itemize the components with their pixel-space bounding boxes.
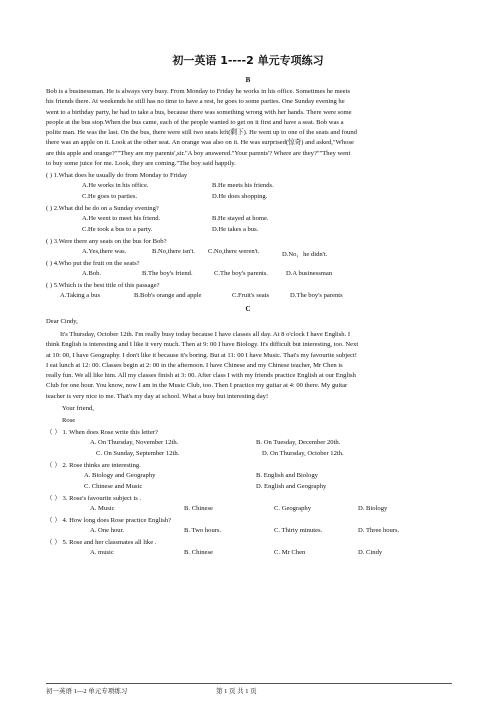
question-stem: 4. How long does Rose practice English? <box>62 517 172 524</box>
option-b[interactable]: B. Two hours. <box>184 527 222 534</box>
option-a[interactable]: A. Biology and Geography <box>84 472 156 479</box>
option-b[interactable]: B. Chinese <box>184 549 213 556</box>
letter-greeting: Dear Cindy, <box>46 318 78 325</box>
section-b-label: B <box>245 76 251 84</box>
letter-signature: Rose <box>62 417 76 424</box>
question-c4 <box>46 516 171 526</box>
passage-line: It's Thursday, October 12th. I'm really busy today because I have classes all day. At 8 o'clock I have English. I <box>60 331 351 338</box>
option-d[interactable]: D.A businessman <box>286 270 333 277</box>
option-b[interactable]: B.He meets his friends. <box>212 182 274 189</box>
option-d[interactable]: D. Biology <box>358 505 388 512</box>
option-c[interactable]: C. On Sunday, September 12th. <box>96 450 180 457</box>
passage-line: teacher is very nice to me. That's my day at school. What a busy but interesting day! <box>46 392 269 400</box>
answer-blank[interactable]: ( ) <box>46 205 53 212</box>
option-a[interactable]: A.He went to meet his friend. <box>82 215 161 222</box>
option-c[interactable]: C.The boy's parents. <box>214 270 268 277</box>
question-stem: 2.What did he do on a Sunday evening? <box>53 205 159 212</box>
passage-line: Club for one hour. You know, now I am in the Music Club, too. Then I practice my guitar at 4: 00 there. My guitar <box>46 382 348 390</box>
letter-closing: Your friend, <box>62 405 94 412</box>
option-b[interactable]: B.The boy's friend. <box>142 270 193 277</box>
option-c[interactable]: C. Mr Chen <box>274 549 306 556</box>
answer-blank[interactable]: （ ） <box>46 495 61 502</box>
question-stem: 1.What does he usually do from Monday to Friday <box>53 172 188 179</box>
answer-blank[interactable]: ( ) <box>46 238 53 245</box>
question-b5 <box>46 281 160 291</box>
option-c[interactable]: C.No,there weren't. <box>208 248 260 255</box>
answer-blank[interactable]: （ ） <box>46 517 61 524</box>
option-b[interactable]: B. Chinese <box>184 505 213 512</box>
passage-line: think English is interesting and I like it very much. Then at 9: 00 I have Biology. It's difficult but interesting, too. Next <box>46 341 359 349</box>
passage-line: there was an apple on it. Look at the other seat. An orange was also on it. He was surprised(惊奇) and asked,"Whose <box>46 139 354 147</box>
question-c2 <box>46 461 141 471</box>
option-d[interactable]: D.He does shopping. <box>212 193 268 200</box>
option-b[interactable]: B. On Tuesday, December 20th. <box>256 439 341 446</box>
option-c[interactable]: C.He goes to parties. <box>82 193 138 200</box>
answer-blank[interactable]: （ ） <box>46 462 61 469</box>
question-stem: 2. Rose thinks are interesting. <box>62 462 141 469</box>
passage-line: Bob is a businessman. He is always very busy. From Monday to Friday he works in his office. Sometimes he meets <box>46 88 351 95</box>
option-a[interactable]: A. On Thursday, November 12th. <box>90 439 179 446</box>
option-b[interactable]: B.No,there isn't. <box>152 248 195 255</box>
footer-title: 初一英语 1---2 单元专项练习 <box>46 688 128 695</box>
question-stem: 5. Rose and her classmates all like . <box>62 539 157 546</box>
passage-line: went to a birthday party, he had to take a bus, because there was something wrong with her hands. There were some <box>46 108 352 116</box>
option-a[interactable]: A. Music <box>90 505 115 512</box>
option-d[interactable]: D.The boy's parents <box>290 292 343 299</box>
question-b1 <box>46 171 187 181</box>
answer-blank[interactable]: （ ） <box>46 539 61 546</box>
passage-line: I eat lunch at 12: 00. Classes begin at 2: 00 in the afternoon. I have Chinese and my Chinese teacher, Mr Chen is <box>46 361 343 369</box>
option-c[interactable]: C.Fruit's seats <box>232 292 270 299</box>
question-b2 <box>46 204 159 214</box>
option-a[interactable]: A. One hour. <box>90 527 125 534</box>
answer-blank[interactable]: ( ) <box>46 260 53 267</box>
section-c-passage <box>46 330 454 402</box>
passage-line: to buy some juice for me. Look, they are coming."The boy said happily. <box>46 160 236 168</box>
footer-page-number: 第 1 页 共 1 页 <box>216 688 257 695</box>
option-d[interactable]: D. Three hours. <box>358 527 400 534</box>
option-a[interactable]: A. music <box>90 549 114 556</box>
question-stem: 4.Who put the fruit on the seats? <box>53 260 140 267</box>
section-b-passage <box>46 87 454 169</box>
section-c-label: C <box>245 305 251 313</box>
passage-line: people at the bus stop.When the bus came, each of the people wanted to get on it first and have a seat. Bob was a <box>46 118 344 126</box>
answer-blank[interactable]: ( ) <box>46 172 53 179</box>
passage-line: at 10: 00, I have Geography. I don't like it because it's boring. But at 11: 00 I have Music. That's my favourite subject! <box>46 351 357 359</box>
option-d[interactable]: D.He takes a bus. <box>212 226 259 233</box>
option-c[interactable]: C.He took a bus to a party. <box>82 226 153 233</box>
option-b[interactable]: B.He stayed at home. <box>212 215 269 222</box>
passage-line: really fun. We all like him. All my classes finish at 3: 00. After class I with my friends practice English at our English <box>46 372 356 380</box>
footer-divider <box>46 683 452 684</box>
question-b4 <box>46 259 140 269</box>
passage-line: polite man. He was the last. On the bus, there were still two seats left(剩下). He went up to one of the seats and found <box>46 129 357 137</box>
option-b[interactable]: B. English and Biology <box>256 472 318 479</box>
option-d[interactable]: D. On Thursday, October 12th. <box>262 450 344 457</box>
passage-line: his friends there. At weekends he still has no time to have a rest, he goes to some parties. One Sunday evening he <box>46 98 345 106</box>
question-c1 <box>46 428 158 438</box>
question-c5 <box>46 538 156 548</box>
option-d[interactable]: D. Cindy <box>358 549 383 556</box>
option-a[interactable]: A.Bob. <box>82 270 102 277</box>
option-c[interactable]: C. Chinese and Music <box>84 483 143 490</box>
option-d[interactable]: D. English and Geography <box>256 483 327 490</box>
page-title: 初一英语 1----2 单元专项练习 <box>172 54 324 67</box>
option-b[interactable]: B.Bob's orange and apple <box>134 292 202 299</box>
question-stem: 3. Rose's favourite subject is . <box>62 495 142 502</box>
option-d[interactable]: D.No，he didn't. <box>282 251 328 258</box>
question-b3 <box>46 237 167 247</box>
option-c[interactable]: C. Thirty minutes. <box>274 527 323 534</box>
option-c[interactable]: C. Geography <box>274 505 311 512</box>
passage-line: are this apple and orange?""They are my parents',sir."A boy answered."Your parents'? Where are they?""They went <box>46 149 351 157</box>
answer-blank[interactable]: ( ) <box>46 282 53 289</box>
answer-blank[interactable]: （ ） <box>46 429 61 436</box>
question-stem: 1. When does Rose write this letter? <box>62 429 158 436</box>
question-stem: 5.Which is the best title of this passage? <box>53 282 160 289</box>
option-a[interactable]: A.Taking a bus <box>60 292 101 299</box>
question-stem: 3.Were there any seats on the bus for Bob? <box>53 238 167 245</box>
option-a[interactable]: A.He works in his office. <box>82 182 149 189</box>
question-c3 <box>46 494 141 504</box>
option-a[interactable]: A.Yes,there was. <box>82 248 127 255</box>
